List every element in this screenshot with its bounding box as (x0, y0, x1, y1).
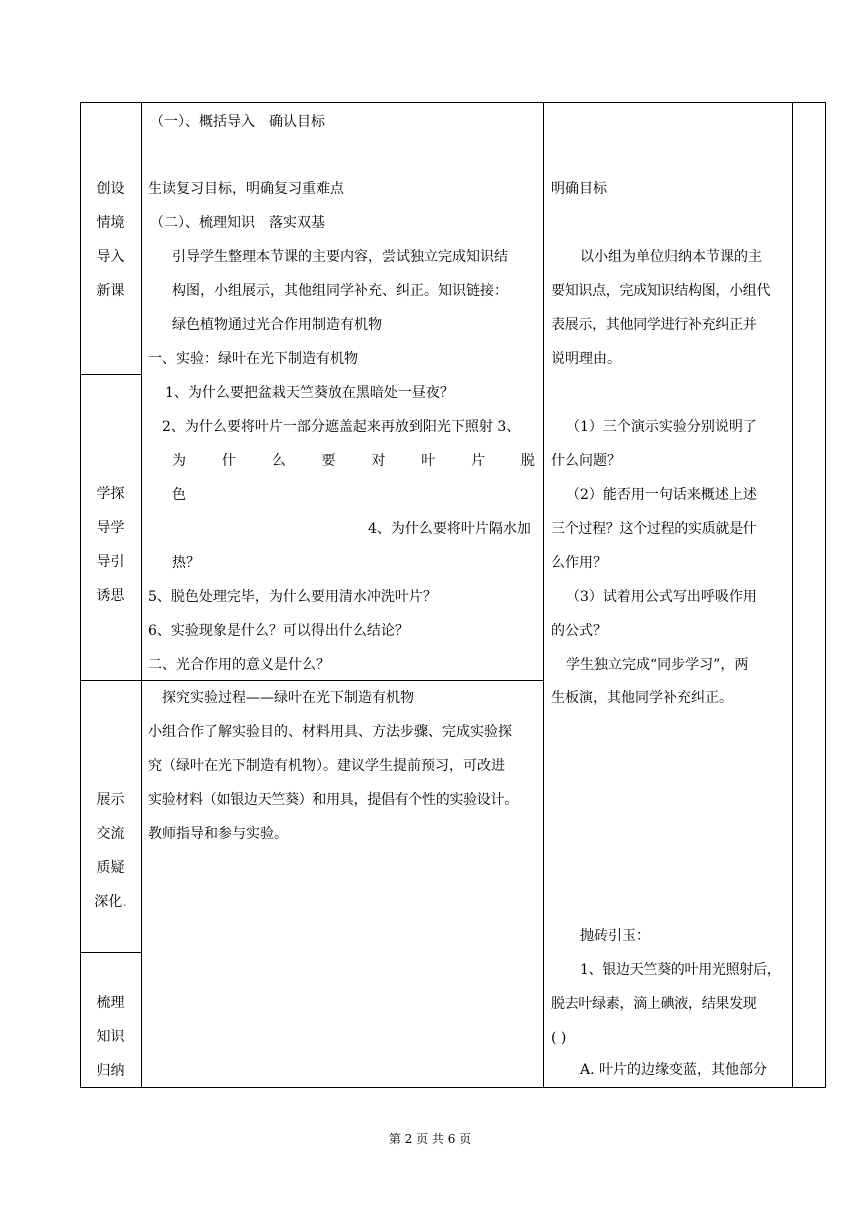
table-top-border (80, 102, 825, 103)
teacher-heading-1: （一）、概括导入 确认目标 (150, 114, 325, 130)
student-text: 么作用？ (551, 555, 607, 571)
question-3-end: 色 (172, 487, 186, 503)
student-text: 什么问题？ (551, 453, 621, 469)
question-3-line: 为 什 么 要 对 叶 片 脱 (172, 453, 535, 469)
teacher-text: 构图，小组展示，其他组同学补充、纠正。知识链接： (172, 283, 508, 299)
stage-label-explore: 学探 导学 导引 诱思 (96, 486, 125, 604)
student-text: 脱去叶绿素，滴上碘液，结果发现 (551, 996, 757, 1012)
student-question-1: （1）三个演示实验分别说明了 (566, 419, 757, 435)
table-bottom-border (80, 1087, 825, 1088)
question-6: 6、实验现象是什么？可以得出什么结论？ (148, 623, 409, 639)
teacher-row-divider (141, 680, 543, 681)
question-4: 4、为什么要将叶片隔水加 (368, 521, 531, 537)
student-text: ( ) (551, 1030, 567, 1046)
page-number: 第 2 页 共 6 页 (388, 1132, 472, 1146)
stage-column-divider (141, 102, 142, 1088)
stage-row-divider-2 (80, 680, 141, 681)
student-option-a: A. 叶片的边缘变蓝，其他部分 (580, 1062, 768, 1078)
table-right-border (825, 102, 826, 1088)
teacher-text: 教师指导和参与实验。 (148, 826, 288, 842)
teacher-text: 实验材料（如银边天竺葵）和用具，提倡有个性的实验设计。 (148, 792, 518, 808)
student-text: 要知识点，完成知识结构图，小组代 (551, 283, 771, 299)
teacher-heading-2: （二）、梳理知识 落实双基 (150, 215, 325, 231)
student-text: 学生独立完成“同步学习”，两 (566, 657, 749, 673)
teacher-column-divider (543, 102, 544, 1088)
student-question-3: （3）试着用公式写出呼吸作用 (566, 589, 757, 605)
student-column-divider (792, 102, 793, 1088)
stage-label-display: 展示 交流 质疑 深化. (94, 792, 127, 910)
teacher-heading-4: 二、光合作用的意义是什么？ (148, 657, 330, 673)
teacher-text: 绿色植物通过光合作用制造有机物 (172, 317, 382, 333)
student-heading: 抛砖引玉： (580, 928, 650, 944)
question-1: 1、为什么要把盆栽天竺葵放在黑暗处一昼夜？ (165, 385, 454, 401)
question-5: 5、脱色处理完毕，为什么要用清水冲洗叶片？ (148, 589, 437, 605)
stage-row-divider-3 (80, 952, 141, 953)
stage-label-intro: 创设 情境 导入 新课 (96, 181, 125, 299)
student-text: 说明理由。 (551, 351, 621, 367)
teacher-text: 引导学生整理本节课的主要内容，尝试独立完成知识结 (172, 249, 508, 265)
stage-row-divider-1 (80, 374, 141, 375)
teacher-text: 小组合作了解实验目的、材料用具、方法步骤、完成实验探 (148, 724, 512, 740)
question-4-end: 热？ (172, 555, 200, 571)
teacher-text: 探究实验过程——绿叶在光下制造有机物 (162, 690, 414, 706)
student-text: 的公式？ (551, 623, 607, 639)
student-text: 以小组为单位归纳本节课的主 (580, 249, 762, 265)
student-text: 三个过程？这个过程的实质就是什 (551, 521, 757, 537)
student-text: 明确目标 (551, 181, 607, 197)
student-question-2: （2）能否用一句话来概述上述 (566, 487, 757, 503)
teacher-heading-3: 一、实验：绿叶在光下制造有机物 (148, 351, 358, 367)
teacher-text: 究（绿叶在光下制造有机物）。建议学生提前预习，可改进 (148, 758, 505, 774)
student-text: 表展示，其他同学进行补充纠正并 (551, 317, 757, 333)
student-text: 生板演，其他同学补充纠正。 (551, 690, 733, 706)
question-2: 2、为什么要将叶片一部分遮盖起来再放到阳光下照射 3、 (162, 419, 521, 435)
student-text: 1、银边天竺葵的叶用光照射后， (580, 962, 781, 978)
teacher-text: 生读复习目标，明确复习重难点 (148, 181, 344, 197)
stage-label-summary: 梳理 知识 归纳 (96, 995, 125, 1079)
